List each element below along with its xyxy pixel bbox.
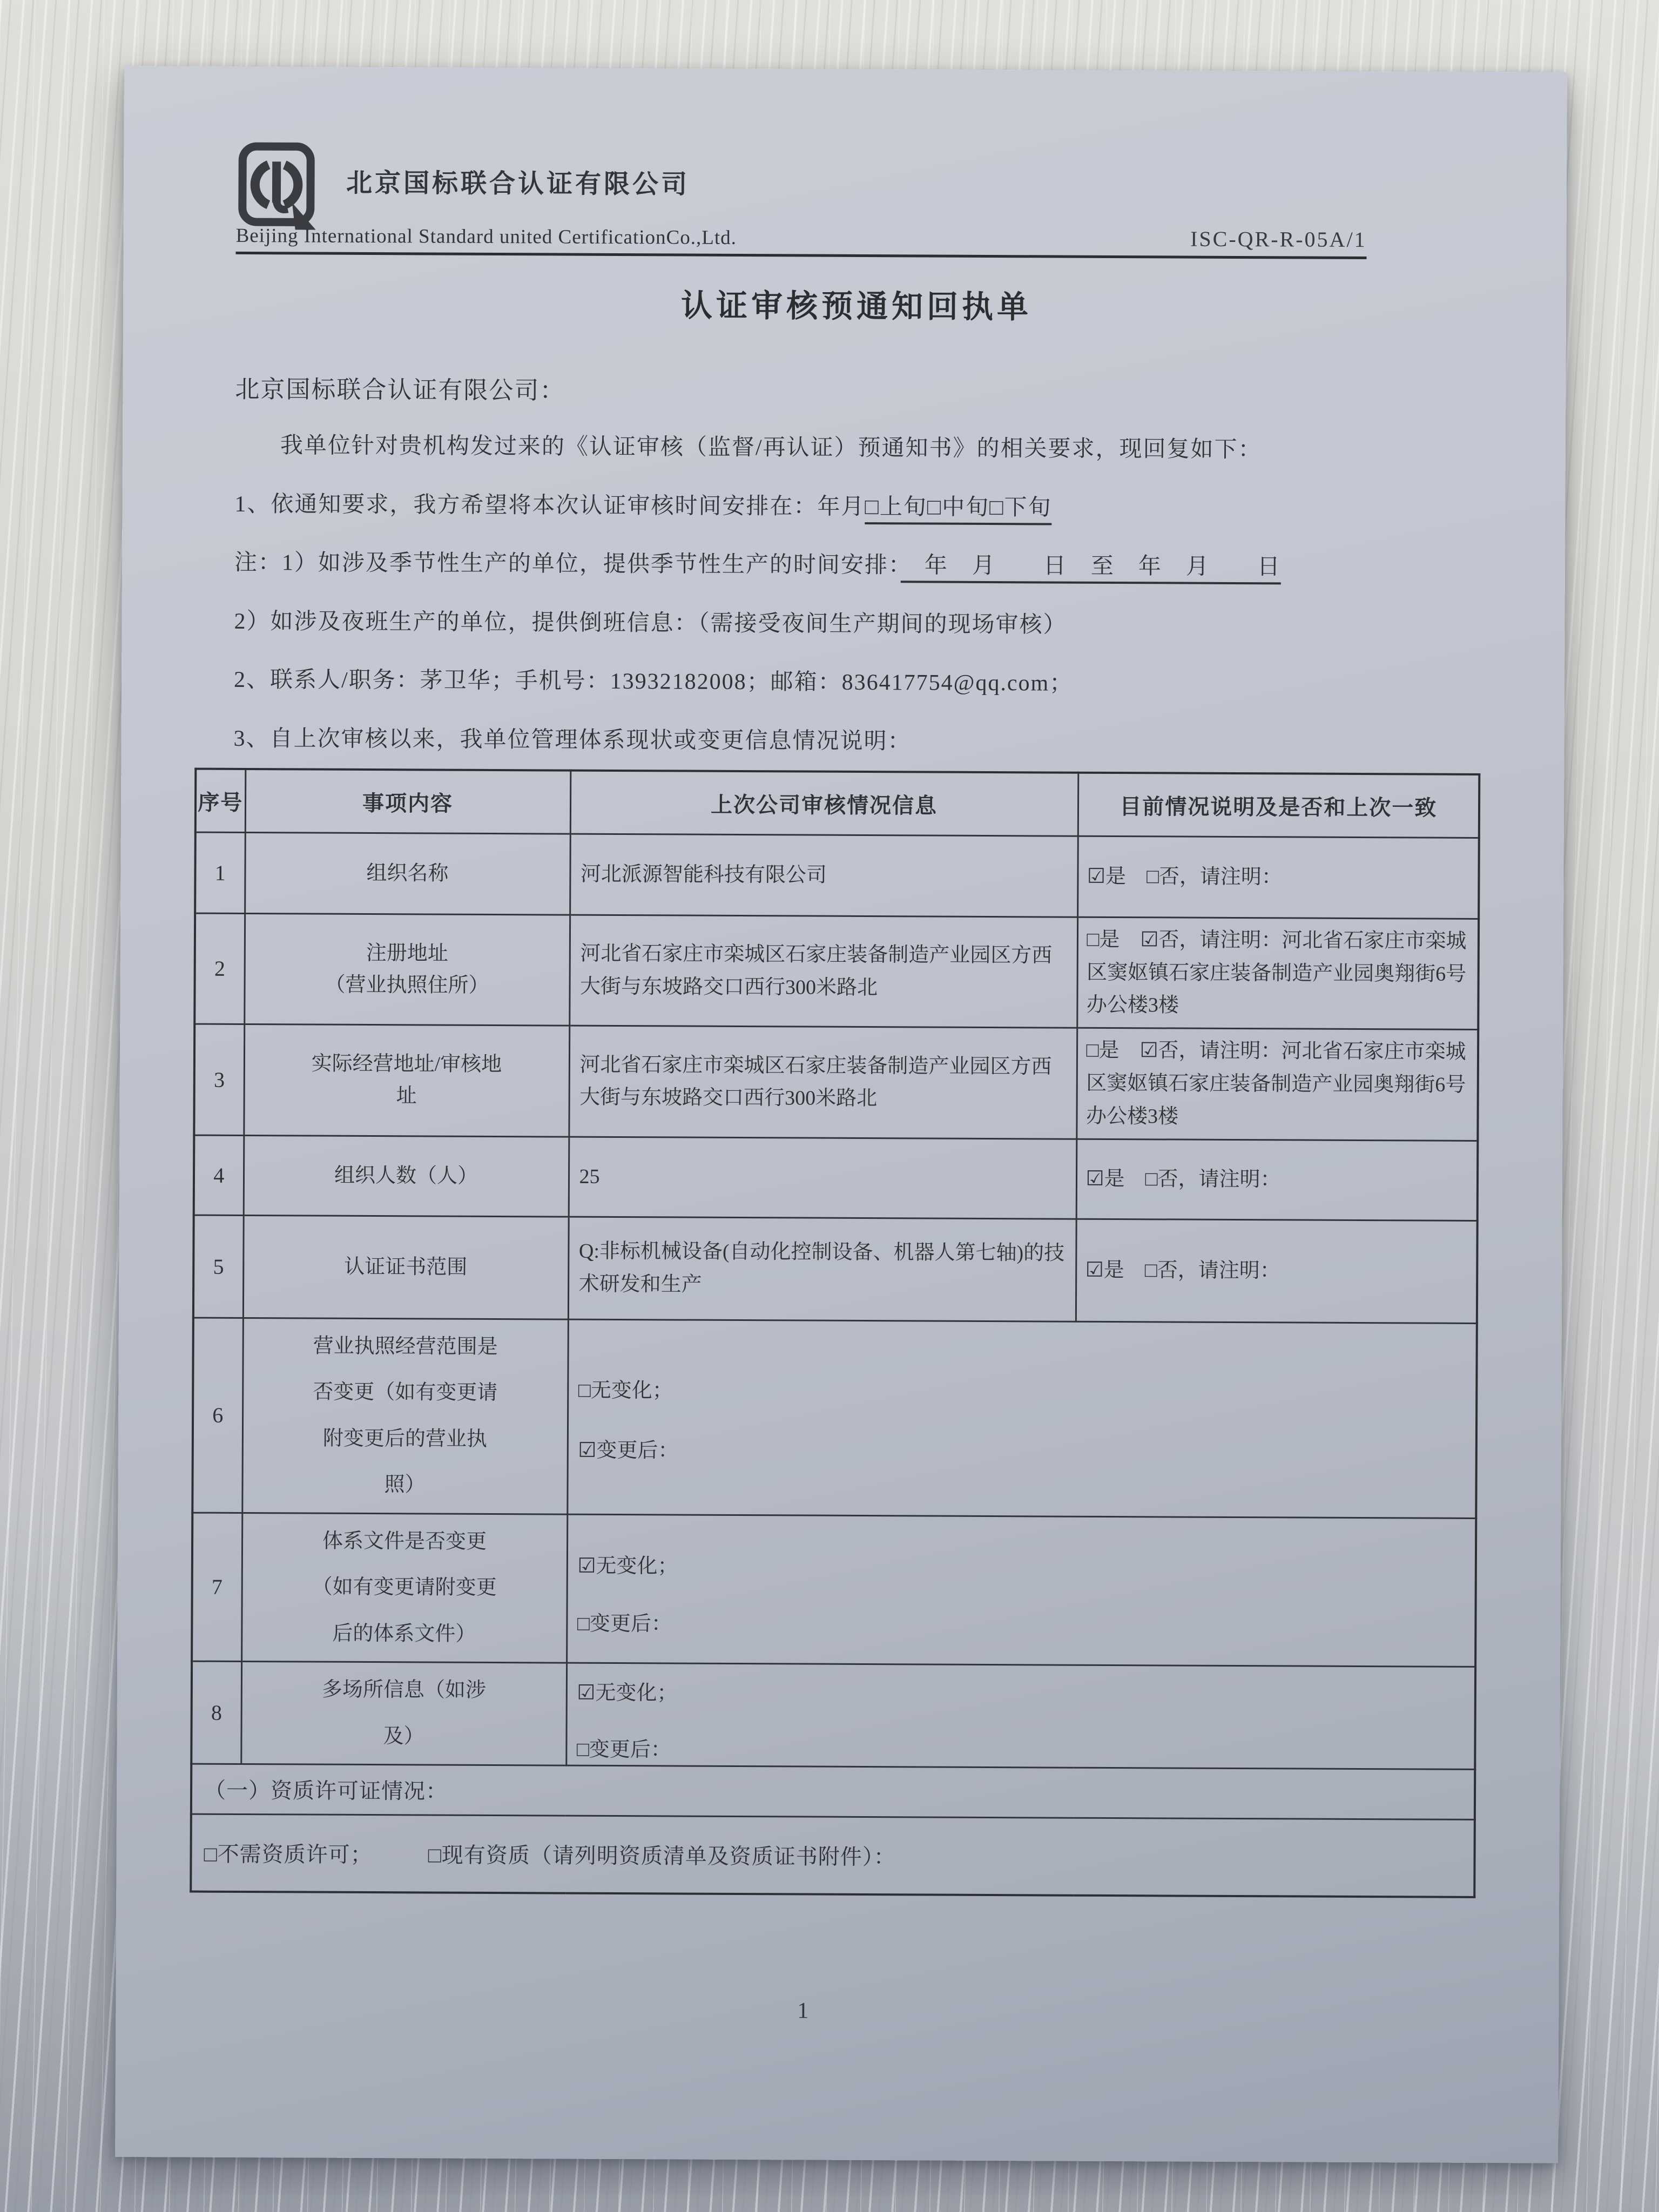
license-options: □不需资质许可； □现有资质（请列明资质清单及资质证书附件）： <box>191 1814 1475 1897</box>
table-section-row <box>191 1764 1475 1819</box>
cell-current-status: ☑是 □否，请注明： <box>1076 1219 1478 1323</box>
page-title: 认证审核预通知回执单 <box>680 288 1033 325</box>
cell-seq: 5 <box>193 1215 244 1318</box>
cell-item: 认证证书范围 <box>243 1215 569 1319</box>
table-row <box>191 1814 1475 1897</box>
cell-seq: 8 <box>191 1661 241 1764</box>
item-1-period-options: □上旬□中旬□下旬 <box>865 495 1051 525</box>
change-option-unchanged: □无变化； <box>578 1379 673 1402</box>
cell-item: 多场所信息（如涉 及） <box>241 1662 567 1766</box>
note-1-seasonal <box>234 549 1482 583</box>
cell-last-audit: 河北派源智能科技有限公司 <box>570 834 1078 917</box>
cell-seq: 3 <box>194 1024 244 1135</box>
table-row <box>191 1661 1475 1769</box>
intro-paragraph: 我单位针对贵机构发过来的《认证审核（监督/再认证）预通知书》的相关要求，现回复如下： <box>280 433 1262 463</box>
note-1-date-blank: 年 月 日 至 年 月 日 <box>901 554 1281 585</box>
item-2-contact: 2、联系人/职务：茅卫华；手机号：13932182008；邮箱：836417754@qq.com； <box>233 667 1074 696</box>
item-3-change-status: 3、自上次审核以来，我单位管理体系现状或变更信息情况说明： <box>233 726 912 754</box>
cell-current-status: □是 ☑否，请注明：河北省石家庄市栾城区窦妪镇石家庄装备制造产业园奥翔街6号办公楼3楼 <box>1076 1028 1478 1141</box>
cell-current-status: ☑是 □否，请注明： <box>1076 1139 1478 1220</box>
cell-item: 组织名称 <box>245 832 570 915</box>
cell-change-status <box>567 1319 1477 1518</box>
cell-seq: 4 <box>194 1135 244 1215</box>
header-last-audit: 上次公司审核情况信息 <box>570 771 1078 836</box>
qualification-section-title: （一）资质许可证情况： <box>191 1764 1475 1819</box>
note-1-text: 注：1）如涉及季节性生产的单位，提供季节性生产的时间安排： <box>234 550 901 578</box>
table-row <box>193 1215 1478 1323</box>
cell-last-audit: 25 <box>569 1137 1077 1219</box>
company-name-cn: 北京国标联合认证有限公司 <box>346 168 690 199</box>
change-option-changed: □变更后： <box>577 1612 672 1635</box>
cell-seq: 6 <box>192 1318 243 1513</box>
table-row <box>194 913 1479 1030</box>
change-option-unchanged: ☑无变化； <box>577 1554 678 1578</box>
table-row <box>194 1024 1478 1141</box>
cell-item: 组织人数（人） <box>244 1135 569 1217</box>
cell-current-status: ☑是 □否，请注明： <box>1077 836 1479 919</box>
header-seq: 序号 <box>195 769 246 832</box>
note-2-night-shift: 2）如涉及夜班生产的单位，提供倒班信息：（需接受夜间生产期间的现场审核） <box>234 609 1067 638</box>
cell-current-status: □是 ☑否，请注明：河北省石家庄市栾城区窦妪镇石家庄装备制造产业园奥翔街6号办公楼3楼 <box>1077 917 1479 1030</box>
cell-last-audit: 河北省石家庄市栾城区石家庄装备制造产业园区方西大街与东坡路交口西行300米路北 <box>569 1026 1077 1138</box>
cell-seq: 1 <box>195 832 245 913</box>
change-option-changed: □变更后： <box>576 1738 671 1762</box>
company-name-en: Beijing International Standard united CertificationCo.,Ltd. <box>235 224 737 249</box>
cell-seq: 2 <box>194 913 245 1024</box>
cell-last-audit: Q:非标机械设备(自动化控制设备、机器人第七轴)的技术研发和生产 <box>568 1217 1076 1321</box>
cell-item: 体系文件是否变更 （如有变更请附变更 后的体系文件） <box>241 1513 567 1663</box>
header-item: 事项内容 <box>245 769 571 834</box>
document-code: ISC-QR-R-05A/1 <box>1190 226 1367 252</box>
cell-item: 营业执照经营范围是 否变更（如有变更请 附变更后的营业执 照） <box>242 1318 568 1514</box>
page-content <box>115 66 1567 2163</box>
change-option-changed: ☑变更后： <box>578 1439 679 1462</box>
audit-info-table <box>190 768 1480 1898</box>
table-row <box>195 832 1479 919</box>
page-number: 1 <box>797 1998 809 2024</box>
cell-change-status <box>567 1514 1476 1667</box>
item-1-schedule <box>234 490 1482 524</box>
salutation: 北京国标联合认证有限公司： <box>235 375 565 404</box>
change-option-unchanged: ☑无变化； <box>577 1681 678 1705</box>
header-rule <box>235 222 1366 259</box>
cell-change-status <box>566 1663 1475 1769</box>
table-row <box>192 1318 1477 1518</box>
table-header-row <box>195 769 1479 838</box>
table-row <box>192 1513 1476 1667</box>
cell-item: 实际经营地址/审核地 址 <box>244 1024 569 1137</box>
cell-item: 注册地址 （营业执照住所） <box>244 913 570 1026</box>
isc-logo-icon <box>236 142 323 238</box>
table-row <box>194 1135 1478 1220</box>
cell-seq: 7 <box>192 1513 242 1662</box>
item-1-text: 1、依通知要求，我方希望将本次认证审核时间安排在：年月 <box>234 491 865 520</box>
header-current-status: 目前情况说明及是否和上次一致 <box>1078 773 1480 838</box>
paper-sheet <box>115 66 1567 2163</box>
cell-last-audit: 河北省石家庄市栾城区石家庄装备制造产业园区方西大街与东坡路交口西行300米路北 <box>569 915 1077 1028</box>
